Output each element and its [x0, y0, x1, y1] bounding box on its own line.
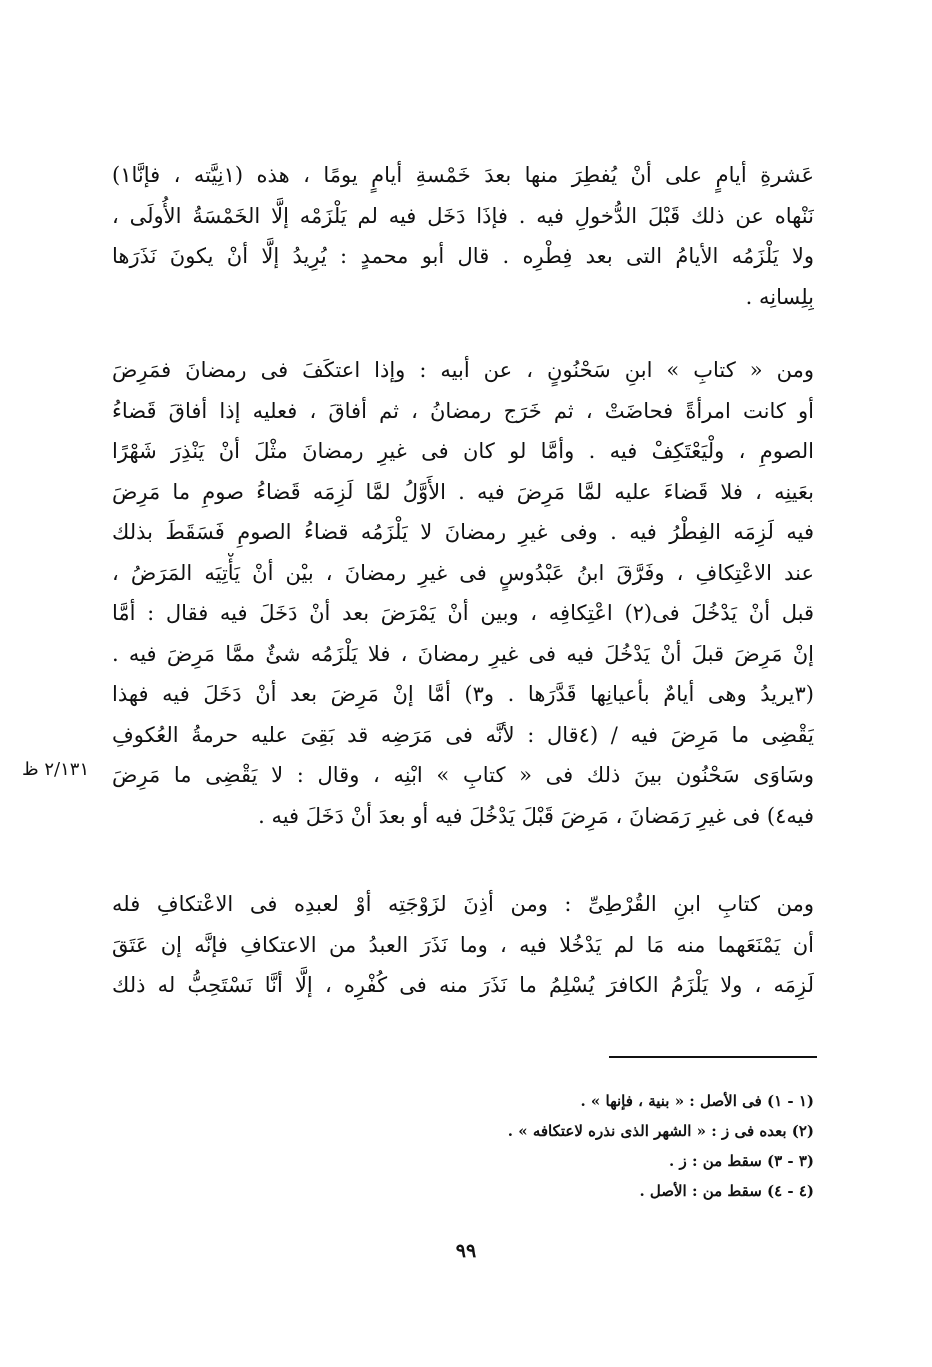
text-line: ومن « كتابِ » ابنِ سَحْنُونٍ ، عن أبيه : وإذا اعتكَفَ فى رمضانَ فمَرِضَ — [112, 358, 814, 382]
text-line: أن يَمْنَعَهما منه مَا لم يَدْخُلا فيه ، وما نَذَرَ العبدُ من الاعتكافِ فإنَّه إن عَتَقَ — [112, 932, 814, 957]
text-line: عند الاعْتِكافِ ، وفَرَّقَ ابنُ عَبْدُوسٍ فى غيرِ رمضانَ ، بيْن أنْ يَأْتِيَه المَرَضُ ، — [112, 560, 814, 585]
text-line: أو كانت امرأةً فحاضَتْ ، ثم خَرَج رمضانُ ، ثم أفاقَ ، فعليه إذا أفاقَ قَضاءُ — [112, 398, 814, 423]
page-number: ٩٩ — [455, 1240, 477, 1262]
text-line: فيه لَزِمَه الفِطْرُ فيه . وفى غيرِ رمضانَ لا يَلْزَمُه قضاءُ الصومِ فَسَقَطَ بذلك — [112, 520, 814, 544]
paragraph-2 — [112, 350, 814, 836]
text-line: الصومِ ، ولْيَعْتَكِفْ فيه . وأمَّا لو كان فى غيرِ رمضانَ مثْلَ أنْ يَنْذِرَ شَهْرًا — [112, 439, 814, 463]
text-line: إنْ مَرِضَ قبلَ أنْ يَدْخُلَ فيه فى غيرِ رمضانَ ، فلا يَلْزَمُه شئٌ ممَّا مَرِضَ فيه . — [112, 641, 814, 666]
footnote-item: (٣ - ٣) سقط من : ز . — [669, 1152, 814, 1170]
text-line: (٣يريدُ وهى أيامٌ بأعيانِها قَدَّرَها . و٣) أمَّا إنْ مَرِضَ بعد أنْ دَخَلَ فيه فهذا — [112, 682, 814, 706]
text-line: فيه٤) فى غيرِ رَمَضانَ ، مَرِضَ قَبْلَ يَدْخُلَ فيه أو بعدَ أنْ دَخَلَ فيه . — [258, 803, 814, 828]
text-line: يَقْضِى ما مَرِضَ فيه / (٤قال : لأنَّه فى مَرَضِه قد بَقِىَ عليه حرمةُ العُكوفِ — [112, 722, 814, 747]
text-line: بعَينِه ، فلا قَضاءَ عليه لمَّا مَرِضَ فيه . الأَوَّلُ لمَّا لَزِمَه قَضاءُ صومِ ما مَرِضَ — [112, 479, 814, 504]
paragraph-3 — [112, 884, 814, 1006]
footnote-item: (١ - ١) فى الأصل : « بنية ، فإنها » . — [580, 1092, 814, 1110]
paragraph-1 — [112, 155, 814, 317]
text-line: بِلِسانِه . — [745, 284, 814, 309]
text-line: قبل أنْ يَدْخُلَ فى(٢) اعْتِكافِه ، وبين أنْ يَمْرَضَ بعد أنْ دَخَلَ فيه فقال : أمَّا — [112, 601, 814, 625]
footnote-divider — [609, 1056, 817, 1058]
footnote-item: (٤ - ٤) سقط من : الأصل . — [639, 1182, 814, 1200]
text-line: وسَاوَى سَحْنُون بينَ ذلك فى « كتابِ » ابْنِه ، وقال : لا يَقْضِى ما مَرِضَ — [112, 763, 814, 787]
footnote-item: (٢) بعده فى ز : « الشهر الذى نذره لاعتكافه » . — [507, 1122, 814, 1140]
text-line: ومن كتابِ ابنِ القُرْطِىِّ : ومن أذِنَ لزَوْجَتِه أوْ لعبدِه فى الاعْتكافِ فله — [112, 892, 814, 916]
text-line: عَشرةِ أيامٍ على أنْ يُفطِرَ منها بعدَ خَمْسةِ أيامٍ يومًا ، هذه (١نِيَّته ، فإنَّا١) — [112, 163, 814, 187]
folio-margin-note: ٢/١٣١ ظ — [22, 759, 90, 780]
footnotes — [112, 1086, 814, 1206]
text-line: نَنْهاه عن ذلك قَبْلَ الدُّخولِ فيه . فإذَا دَخَل فيه لم يَلْزَمْه إلَّا الخَمْسَةُ الأُولَى ، — [112, 203, 814, 228]
text-line: لَزِمَه ، ولا يَلْزَمُ الكافرَ يُسْلِمُ ما نَذَرَ منه فى كُفْرِه ، إلَّا أنَّا نَسْتَحِبُّ له ذلك — [112, 973, 814, 997]
text-line: ولا يَلْزَمُه الأيامُ التى بعد فِطْرِه . قال أبو محمدٍ : يُرِيدُ إلَّا أنْ يكونَ نَذَرَها — [112, 244, 814, 268]
